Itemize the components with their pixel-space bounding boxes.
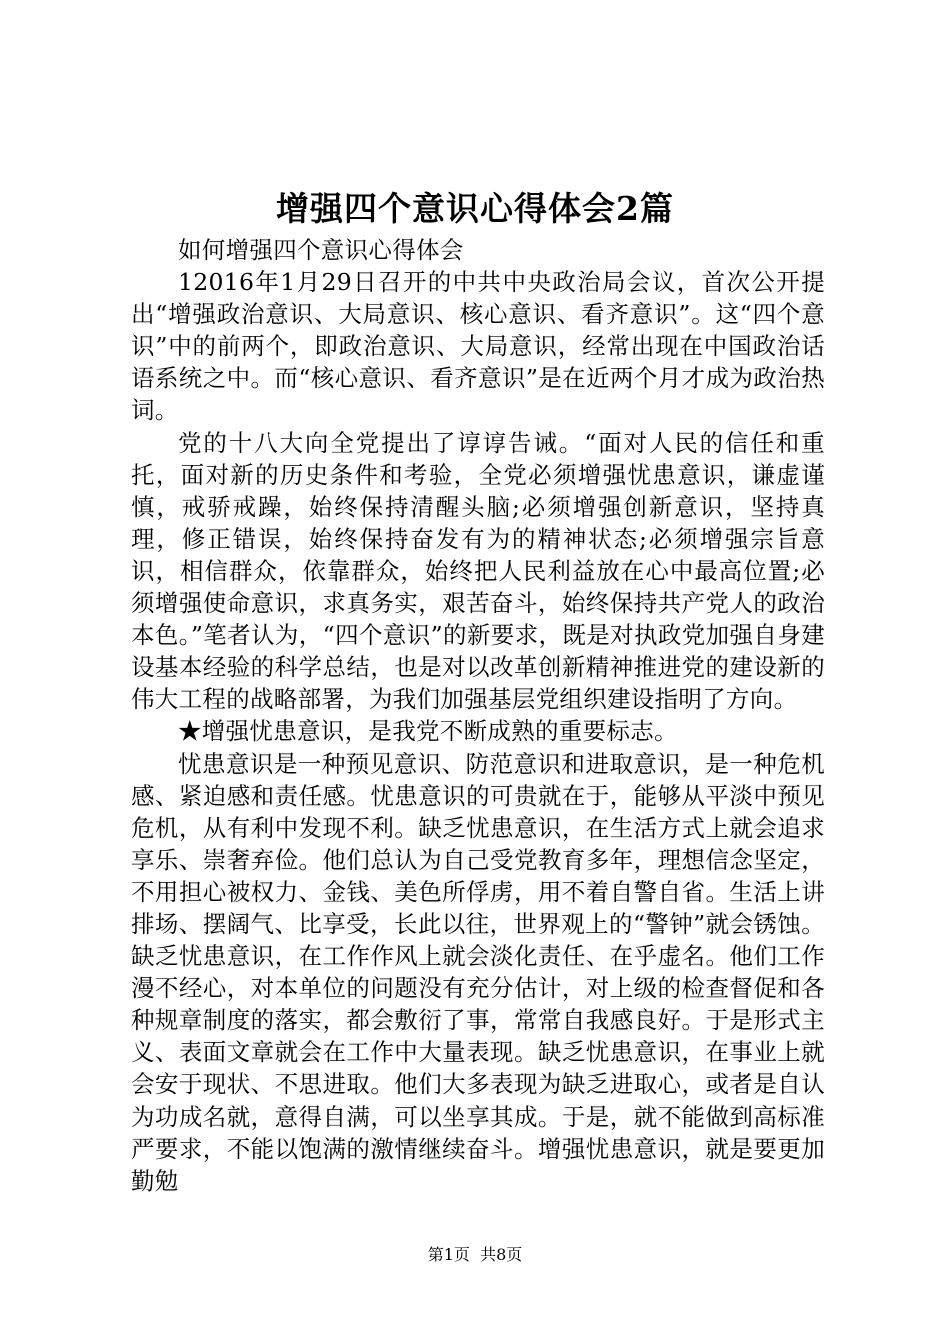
paragraph: 12016年1月29日召开的中共中央政治局会议，首次公开提出“增强政治意识、大局意识、核心意识、看齐意识”。这“四个意识”中的前两个，即政治意识、大局意识，经常出现在中国政治话语系统之中。而“核心意识、看齐意识”是在近两个月才成为政治热词。 <box>131 268 825 425</box>
document-title: 增强四个意识心得体会2篇 <box>276 189 674 228</box>
page-number: 第1页 <box>427 1245 470 1264</box>
document-body <box>131 234 825 1197</box>
paragraph-subtitle: 如何增强四个意识心得体会 <box>178 236 464 264</box>
paragraph: 党的十八大向全党提出了谆谆告诫。“面对人民的信任和重托，面对新的历史条件和考验，全党必须增强忧患意识，谦虚谨慎，戒骄戒躁，始终保持清醒头脑;必须增强创新意识，坚持真理，修正错误，始终保持奋发有为的精神状态;必须增强宗旨意识，相信群众，依靠群众，始终把人民利益放在心中最高位置;必须增强使命意识，求真务实，艰苦奋斗，始终保持共产党人的政治本色。”笔者认为，“四个意识”的新要求，既是对执政党加强自身建设基本经验的科学总结，也是对以改革创新精神推进党的建设新的伟大工程的战略部署，为我们加强基层党组织建设指明了方向。 <box>131 428 825 714</box>
paragraph-heading: ★增强忧患意识，是我党不断成熟的重要标志。 <box>178 717 678 746</box>
page-footer <box>0 1244 950 1266</box>
page-total: 共8页 <box>480 1245 523 1264</box>
paragraph: 忧患意识是一种预见意识、防范意识和进取意识，是一种危机感、紧迫感和责任感。忧患意识的可贵就在于，能够从平淡中预见危机，从有利中发现不利。缺乏忧患意识，在生活方式上就会追求享乐、崇奢弃俭。他们总认为自己受党教育多年，理想信念坚定，不用担心被权力、金钱、美色所俘虏，用不着自警自省。生活上讲排场、摆阔气、比享受，长此以往，世界观上的“警钟”就会锈蚀。缺乏忧患意识，在工作作风上就会淡化责任、在乎虚名。他们工作漫不经心，对本单位的问题没有充分估计，对上级的检查督促和各种规章制度的落实，都会敷衍了事，常常自我感良好。于是形式主义、表面文章就会在工作中大量表现。缺乏忧患意识，在事业上就会安于现状、不思进取。他们大多表现为缺乏进取心，或者是自认为功成名就，意得自满，可以坐享其成。于是，就不能做到高标准严要求，不能以饱满的激情继续奋斗。增强忧患意识，就是要更加勤勉 <box>131 749 825 1195</box>
